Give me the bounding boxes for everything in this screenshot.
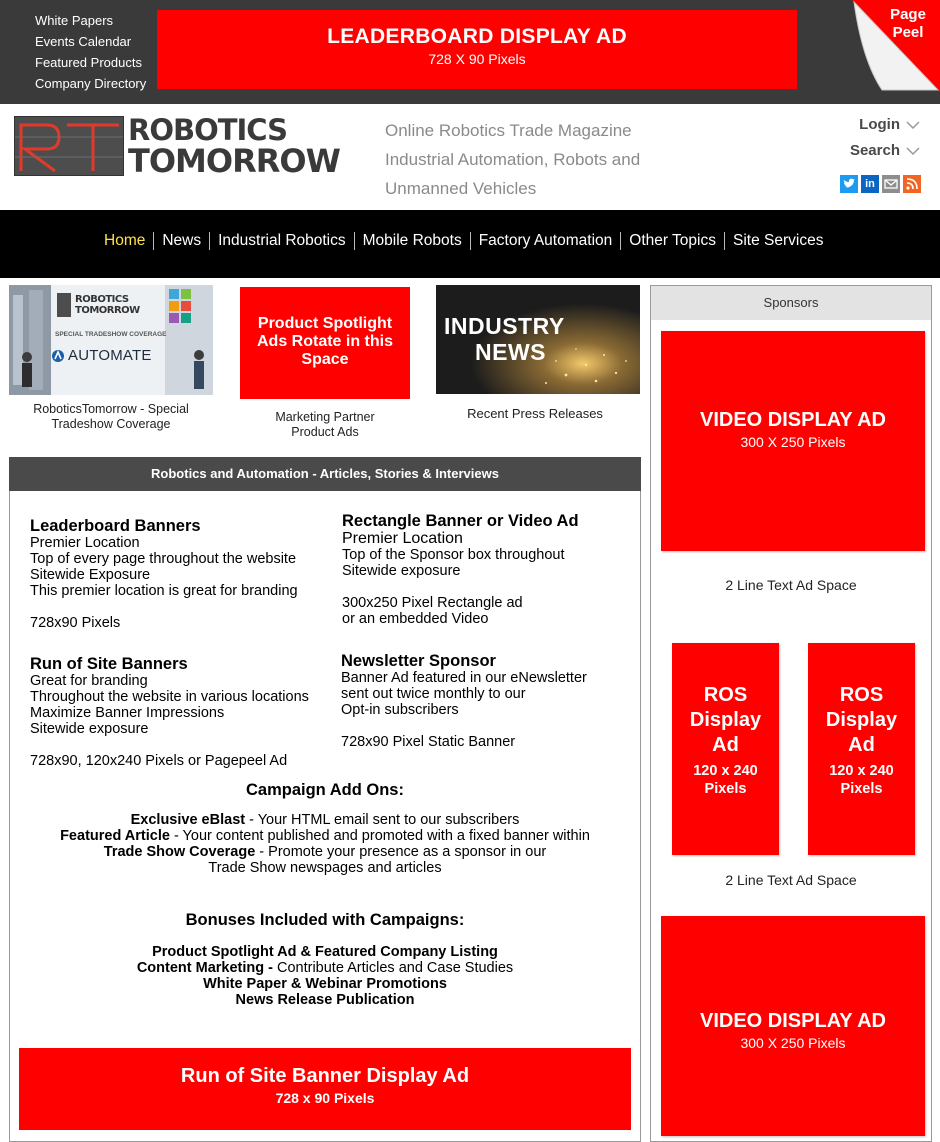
leaderboard-ad-title: LEADERBOARD DISPLAY AD bbox=[327, 25, 627, 48]
nav-home[interactable]: Home bbox=[96, 232, 154, 250]
add-on-desc: - Promote your presence as a sponsor in our bbox=[255, 844, 547, 860]
nav-factory-automation[interactable]: Factory Automation bbox=[471, 232, 622, 250]
ros-ad-size bbox=[672, 762, 779, 798]
campaign-bonuses bbox=[9, 912, 641, 1008]
add-on-desc: - Your content published and promoted with a fixed banner within bbox=[169, 828, 590, 844]
bonus-item bbox=[9, 992, 641, 1008]
ros-ad-label bbox=[808, 683, 915, 758]
ros-ad-label bbox=[672, 683, 779, 758]
bonuses-title: Bonuses Included with Campaigns: bbox=[185, 911, 465, 929]
section-line: Premier Location bbox=[30, 535, 140, 551]
tradeshow-caption-line-1: RoboticsTomorrow - Special bbox=[33, 402, 189, 416]
section-line: or an embedded Video bbox=[342, 611, 489, 627]
bonus-item bbox=[9, 960, 641, 976]
industry-news-line-1: INDUSTRY bbox=[444, 313, 565, 339]
section-title: Rectangle Banner or Video Ad bbox=[342, 512, 579, 530]
tagline-line-3: Unmanned Vehicles bbox=[385, 179, 537, 198]
nav-news[interactable]: News bbox=[154, 232, 210, 250]
login-label: Login bbox=[859, 116, 900, 133]
automate-logo bbox=[51, 347, 152, 364]
video-display-ad-top[interactable] bbox=[661, 331, 925, 551]
bonus-name: News Release Publication bbox=[235, 992, 415, 1008]
top-links bbox=[35, 10, 146, 94]
tagline-line-2: Industrial Automation, Robots and bbox=[385, 150, 641, 169]
add-on-name: Trade Show Coverage bbox=[103, 844, 256, 860]
video-ad-size: 300 X 250 Pixels bbox=[740, 434, 846, 450]
automate-logo-icon bbox=[51, 349, 65, 363]
ros-banner-title: Run of Site Banner Display Ad bbox=[180, 1065, 470, 1087]
run-of-site-banners-section bbox=[30, 655, 309, 769]
industry-news-title bbox=[444, 313, 565, 365]
site-logo-mark[interactable] bbox=[14, 116, 124, 176]
section-spacer bbox=[341, 718, 587, 734]
text-ad-space-1[interactable]: 2 Line Text Ad Space bbox=[725, 577, 857, 593]
leaderboard-banners-section bbox=[30, 517, 298, 631]
tradeshow-logo-line-1: ROBOTICS bbox=[75, 294, 129, 305]
section-line: 728x90 Pixels bbox=[30, 615, 121, 631]
add-on-name: Featured Article bbox=[60, 828, 170, 844]
section-line: sent out twice monthly to our bbox=[341, 686, 526, 702]
automate-logo-text: AUTOMATE bbox=[68, 347, 152, 364]
ros-ad-line-1: ROS bbox=[839, 684, 884, 706]
video-ad-title: VIDEO DISPLAY AD bbox=[700, 409, 886, 431]
sponsors-header: Sponsors bbox=[651, 286, 931, 320]
section-line: 728x90 Pixel Static Banner bbox=[341, 734, 516, 750]
section-spacer bbox=[342, 579, 579, 595]
video-display-ad-bottom[interactable] bbox=[661, 916, 925, 1136]
rectangle-banner-section bbox=[342, 512, 579, 627]
ros-display-ad-left[interactable] bbox=[672, 643, 779, 855]
logo-line-robotics: ROBOTICS bbox=[128, 113, 288, 147]
ros-banner-size: 728 x 90 Pixels bbox=[275, 1090, 375, 1106]
login-dropdown[interactable] bbox=[859, 116, 920, 133]
site-logo-text[interactable] bbox=[128, 113, 340, 180]
section-title: Leaderboard Banners bbox=[30, 517, 201, 535]
tradeshow-coverage-label: SPECIAL TRADESHOW COVERAGE bbox=[55, 331, 167, 338]
section-title: Run of Site Banners bbox=[30, 655, 188, 673]
nav-mobile-robots[interactable]: Mobile Robots bbox=[355, 232, 471, 250]
section-line: Top of every page throughout the website bbox=[30, 551, 297, 567]
section-line: Sitewide exposure bbox=[30, 721, 149, 737]
bonus-name: White Paper & Webinar Promotions bbox=[203, 976, 447, 992]
ros-ad-line-3: Ad bbox=[712, 734, 739, 756]
section-line: 300x250 Pixel Rectangle ad bbox=[342, 595, 523, 611]
nav-site-services[interactable]: Site Services bbox=[733, 232, 824, 249]
industry-news-line-2: NEWS bbox=[475, 339, 546, 365]
section-line: Throughout the website in various locations bbox=[30, 689, 309, 705]
add-on-item bbox=[9, 812, 641, 828]
top-link-featured-products[interactable]: Featured Products bbox=[35, 55, 142, 70]
spotlight-caption-line-1: Marketing Partner bbox=[275, 410, 375, 424]
ros-ad-size-line-2: Pixels bbox=[704, 781, 747, 797]
section-line: Maximize Banner Impressions bbox=[30, 705, 225, 721]
top-link-company-directory[interactable]: Company Directory bbox=[35, 76, 147, 91]
section-spacer bbox=[30, 737, 309, 753]
ros-ad-line-1: ROS bbox=[703, 684, 748, 706]
tradeshow-caption[interactable] bbox=[9, 402, 213, 432]
section-line: This premier location is great for branding bbox=[30, 583, 298, 599]
nav-industrial-robotics[interactable]: Industrial Robotics bbox=[210, 232, 355, 250]
main-nav bbox=[96, 232, 831, 250]
bonus-name: Product Spotlight Ad & Featured Company Listing bbox=[152, 944, 498, 960]
bonus-name: Content Marketing - bbox=[136, 960, 277, 976]
tradeshow-logo-line-2: TOMORROW bbox=[75, 305, 140, 316]
nav-other-topics[interactable]: Other Topics bbox=[621, 232, 725, 250]
industry-news-tile[interactable] bbox=[436, 285, 640, 394]
section-title: Newsletter Sponsor bbox=[341, 652, 496, 670]
top-link-white-papers[interactable]: White Papers bbox=[35, 13, 114, 28]
logo-line-tomorrow: TOMORROW bbox=[128, 142, 340, 180]
tradeshow-logo-text bbox=[75, 294, 140, 316]
add-ons-title: Campaign Add Ons: bbox=[246, 781, 404, 799]
page-peel-label[interactable] bbox=[876, 6, 940, 42]
page-peel-word-1: Page bbox=[890, 6, 926, 23]
twitter-icon[interactable] bbox=[840, 175, 858, 193]
tradeshow-caption-line-2: Tradeshow Coverage bbox=[51, 417, 171, 431]
site-tagline bbox=[385, 116, 640, 203]
tradeshow-coverage-tile[interactable] bbox=[9, 285, 213, 395]
campaign-add-ons bbox=[9, 782, 641, 876]
newsletter-sponsor-section bbox=[341, 652, 587, 750]
ros-ad-size-line-1: 120 x 240 bbox=[829, 763, 894, 779]
articles-panel-header: Robotics and Automation - Articles, Stories & Interviews bbox=[9, 457, 641, 491]
leaderboard-ad-size: 728 X 90 Pixels bbox=[428, 51, 526, 67]
ros-display-ad-right[interactable] bbox=[808, 643, 915, 855]
bonus-desc: Contribute Articles and Case Studies bbox=[277, 960, 514, 976]
section-line: Opt-in subscribers bbox=[341, 702, 459, 718]
add-on-item bbox=[9, 844, 641, 860]
section-spacer bbox=[30, 599, 298, 615]
tagline-line-1: Online Robotics Trade Magazine bbox=[385, 121, 632, 140]
search-label: Search bbox=[849, 142, 900, 159]
rss-icon[interactable] bbox=[903, 175, 921, 193]
spotlight-caption[interactable] bbox=[240, 410, 410, 440]
ros-ad-line-2: Display bbox=[825, 709, 898, 731]
section-line: Sitewide exposure bbox=[342, 563, 461, 579]
spotlight-line-3: Space bbox=[301, 351, 349, 368]
run-of-site-banner-ad[interactable] bbox=[19, 1048, 631, 1130]
email-icon[interactable] bbox=[882, 175, 900, 193]
ros-ad-size-line-1: 120 x 240 bbox=[693, 763, 758, 779]
spotlight-line-1: Product Spotlight bbox=[257, 315, 393, 332]
ros-ad-line-2: Display bbox=[689, 709, 762, 731]
leaderboard-ad[interactable] bbox=[157, 10, 797, 89]
linkedin-icon[interactable]: in bbox=[861, 175, 879, 193]
page-peel-word-2: Peel bbox=[892, 24, 924, 41]
add-on-name: Exclusive eBlast bbox=[130, 812, 246, 828]
industry-news-caption[interactable]: Recent Press Releases bbox=[467, 406, 603, 421]
section-line: Sitewide Exposure bbox=[30, 567, 151, 583]
chevron-down-icon bbox=[906, 146, 920, 156]
add-on-desc: Trade Show newspages and articles bbox=[208, 860, 442, 876]
ros-ad-line-3: Ad bbox=[848, 734, 875, 756]
bonus-item bbox=[9, 944, 641, 960]
top-link-events-calendar[interactable]: Events Calendar bbox=[35, 34, 132, 49]
video-ad-title: VIDEO DISPLAY AD bbox=[700, 1010, 886, 1032]
video-ad-size: 300 X 250 Pixels bbox=[740, 1035, 846, 1051]
product-spotlight-ad[interactable] bbox=[240, 287, 410, 399]
section-line: Banner Ad featured in our eNewsletter bbox=[341, 670, 587, 686]
spotlight-line-2: Ads Rotate in this bbox=[256, 333, 393, 350]
add-on-item bbox=[9, 860, 641, 876]
section-line: Great for branding bbox=[30, 673, 148, 689]
add-on-item bbox=[9, 828, 641, 844]
section-line: 728x90, 120x240 Pixels or Pagepeel Ad bbox=[30, 753, 288, 769]
rt-logo-icon bbox=[15, 117, 124, 176]
text-ad-space-2[interactable]: 2 Line Text Ad Space bbox=[725, 872, 857, 888]
spotlight-caption-line-2: Product Ads bbox=[291, 425, 359, 439]
section-line: Premier Location bbox=[342, 530, 463, 547]
chevron-down-icon bbox=[906, 120, 920, 130]
bonus-item bbox=[9, 976, 641, 992]
section-line: Top of the Sponsor box throughout bbox=[342, 547, 565, 563]
ros-ad-size bbox=[808, 762, 915, 798]
search-dropdown[interactable] bbox=[850, 142, 920, 159]
ros-ad-size-line-2: Pixels bbox=[840, 781, 883, 797]
social-links bbox=[840, 175, 921, 193]
add-on-desc: - Your HTML email sent to our subscribers bbox=[245, 812, 520, 828]
